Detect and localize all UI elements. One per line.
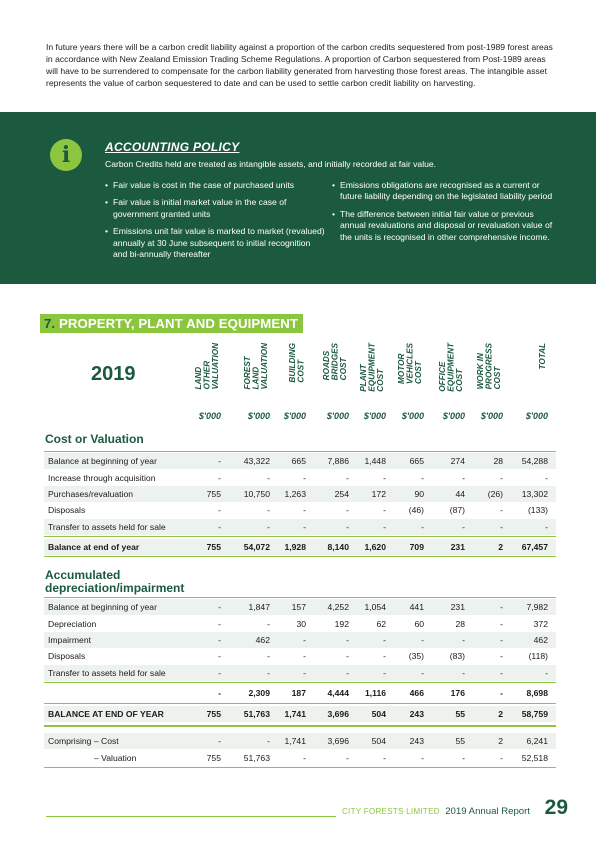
dep-heading-line1: Accumulated [45,568,121,582]
row-value: - [383,473,386,483]
row-value: 30 [296,619,306,629]
row-value: 60 [414,619,424,629]
row-value: - [267,651,270,661]
row-value: - [346,753,349,763]
row-value: 176 [450,688,465,698]
row-value: 51,763 [243,709,270,719]
row-value: - [218,602,221,612]
row-value: - [421,522,424,532]
policy-bullet: • The difference between initial fair value or previous annual revaluations and disposal or revaluation value of the units is recognised in other comprehensive income. [332,209,556,243]
row-value: - [346,522,349,532]
row-value: 1,263 [284,489,306,499]
cost-heading: Cost or Valuation [45,432,144,446]
comprising-cost-row [44,733,556,749]
row-value: 4,252 [327,602,349,612]
row-label: – Valuation [94,753,137,763]
table-divider [44,556,556,557]
row-value: 1,928 [284,542,306,552]
row-value: - [383,753,386,763]
row-value: - [267,505,270,515]
row-value: - [346,651,349,661]
row-value: - [383,635,386,645]
column-header [230,341,270,407]
page-number: 29 [544,796,568,819]
unit-label: $'000 [247,411,270,421]
row-value: - [462,522,465,532]
row-value: - [500,651,503,661]
table-divider [44,536,556,537]
row-value: - [500,505,503,515]
row-value: - [545,473,548,483]
row-value: - [267,473,270,483]
column-header-label: PLANT EQUIPMENT COST [359,343,386,392]
column-header [384,341,424,407]
column-header-label: TOTAL [538,343,548,370]
row-value: (133) [527,505,548,515]
column-header-label: ROADS BRIDGES COST [322,343,349,381]
table-divider [44,451,556,452]
row-value: 90 [414,489,424,499]
row-value: - [500,522,503,532]
row-value: (118) [528,651,548,661]
footer-text [342,806,530,817]
column-header [181,341,221,407]
row-value: 2 [498,736,503,746]
row-value: 2 [498,542,503,552]
row-value: - [218,651,221,661]
row-value: 372 [533,619,548,629]
table-row [44,453,556,469]
row-value: 157 [291,602,306,612]
column-header-label: MOTOR VEHICLES COST [397,343,424,384]
table-divider [44,682,556,683]
row-value: 1,741 [284,736,306,746]
row-value: 1,054 [364,602,386,612]
row-value: - [383,668,386,678]
row-label: Balance at beginning of year [48,602,157,612]
row-value: 254 [334,489,349,499]
row-value: 55 [455,736,465,746]
row-label: BALANCE AT END OF YEAR [48,709,164,719]
cost-total-row [44,539,556,555]
row-value: 755 [206,489,221,499]
row-value: - [218,522,221,532]
row-value: - [218,635,221,645]
row-value: - [462,753,465,763]
balance-end-row [44,706,556,722]
column-header-label: FOREST LAND VALUATION [243,343,270,390]
row-value: 44 [455,489,465,499]
row-value: - [218,736,221,746]
row-value: - [500,688,503,698]
row-value: 58,759 [521,709,548,719]
unit-label: $'000 [326,411,349,421]
row-value: 1,116 [364,688,386,698]
table-row [44,665,556,681]
row-value: - [267,619,270,629]
intro-paragraph: In future years there will be a carbon credit liability against a proportion of the carbon credits sequestered from post-1989 forest areas in accordance with New Zealand Emission Trading Scheme Regulations. A proportion of Carbon sequestered from Post-1989 areas will have to be surrendered to compensate for the carbon liability generated from harvesting those forest areas. The intangible asset represents the value of carbon sequestered to date and can be used to settle carbon credit liability on harvesting. [46,42,553,89]
row-value: - [267,736,270,746]
row-value: 665 [291,456,306,466]
row-value: 441 [409,602,424,612]
row-value: 52,518 [521,753,548,763]
row-value: 8,140 [327,542,349,552]
row-value: (35) [408,651,424,661]
row-label: Disposals [48,651,86,661]
policy-bullet: • Fair value is cost in the case of purchased units [105,180,325,191]
row-value: - [303,753,306,763]
row-value: - [421,668,424,678]
table-divider [44,767,556,768]
row-value: - [500,619,503,629]
row-value: 4,444 [327,688,349,698]
footer-brand: CITY FORESTS LIMITED [341,807,440,816]
row-value: (46) [408,505,424,515]
policy-bullet: • Emissions unit fair value is marked to market (revalued) annually at 30 June subsequent to initial recognition and bi-annually thereafter [105,226,325,260]
row-value: 54,288 [521,456,548,466]
row-label: Depreciation [48,619,97,629]
row-value: - [303,505,306,515]
row-value: 1,448 [364,456,386,466]
row-value: - [421,753,424,763]
row-value: - [303,651,306,661]
row-value: - [462,473,465,483]
row-value: - [383,505,386,515]
row-value: 54,072 [243,542,270,552]
row-value: - [346,635,349,645]
comprising-valuation-row [44,750,556,766]
row-value: 504 [371,736,386,746]
row-value: - [267,668,270,678]
row-label: Transfer to assets held for sale [48,668,166,678]
table-divider [44,703,556,704]
row-value: 3,696 [327,736,349,746]
policy-bullet: • Emissions obligations are recognised as a current or future liability depending on the legislated liability period [332,180,556,203]
section-heading [40,314,303,333]
policy-bullet: • Fair value is initial market value in the case of government granted units [105,197,325,220]
row-value: 755 [206,753,221,763]
info-icon: i [50,139,82,171]
row-value: 243 [409,736,424,746]
row-value: 192 [334,619,349,629]
row-value: - [218,456,221,466]
unit-label: $'000 [198,411,221,421]
row-value: 28 [493,456,503,466]
row-value: - [218,505,221,515]
row-value: 1,847 [248,602,270,612]
row-value: - [303,668,306,678]
footer-rule [46,816,336,817]
row-value: - [218,668,221,678]
unit-label: $'000 [442,411,465,421]
row-value: 187 [291,688,306,698]
row-label: Comprising – Cost [48,736,119,746]
row-value: 466 [409,688,424,698]
column-header-label: BUILDING COST [287,343,306,383]
table-row [44,519,556,535]
dep-total-row [44,685,556,701]
row-value: 2,309 [248,688,270,698]
footer-report: 2019 Annual Report [445,806,530,817]
table-divider [44,597,556,598]
row-label: Disposals [48,505,86,515]
row-value: 13,302 [521,489,548,499]
policy-bullets-left [105,180,325,266]
row-value: - [383,522,386,532]
column-header-label: WORK IN PROGRESS COST [476,343,503,390]
row-value: 665 [409,456,424,466]
unit-label: $'000 [480,411,503,421]
table-row [44,599,556,615]
row-value: (87) [449,505,465,515]
row-value: - [500,602,503,612]
table-row [44,632,556,648]
table-row [44,616,556,632]
row-value: 43,322 [243,456,270,466]
row-value: 28 [455,619,465,629]
column-header [508,341,548,407]
row-value: 243 [409,709,424,719]
dep-heading-line2: depreciation/impairment [45,581,185,595]
row-value: 1,620 [364,542,386,552]
unit-label: $'000 [525,411,548,421]
row-value: - [462,668,465,678]
row-value: - [218,688,221,698]
column-header [309,341,349,407]
table-row [44,502,556,518]
row-value: (83) [449,651,465,661]
row-value: - [421,473,424,483]
row-value: 10,750 [243,489,270,499]
row-value: - [500,668,503,678]
row-value: 462 [255,635,270,645]
row-label: Balance at beginning of year [48,456,157,466]
policy-lead: Carbon Credits held are treated as intangible assets, and initially recorded at fair value. [105,159,437,169]
column-header-label: OFFICE EQUIPMENT COST [438,343,465,392]
column-header-label: LAND OTHER VALUATION [194,343,221,390]
row-value: 1,741 [284,709,306,719]
row-value: 709 [409,542,424,552]
row-value: 755 [206,542,221,552]
row-value: - [303,635,306,645]
row-value: - [346,668,349,678]
row-value: - [303,473,306,483]
row-value: 462 [533,635,548,645]
row-value: 172 [371,489,386,499]
row-value: - [346,473,349,483]
column-header [346,341,386,407]
table-divider [44,725,556,727]
unit-label: $'000 [283,411,306,421]
row-value: - [383,651,386,661]
row-value: 62 [376,619,386,629]
table-row [44,486,556,502]
row-value: 8,698 [526,688,548,698]
column-header [425,341,465,407]
row-value: - [462,635,465,645]
policy-title: ACCOUNTING POLICY [105,140,240,154]
unit-label: $'000 [401,411,424,421]
row-value: 7,886 [327,456,349,466]
row-label: Impairment [48,635,91,645]
row-value: 6,241 [526,736,548,746]
row-value: - [545,668,548,678]
row-value: - [267,522,270,532]
row-value: 3,696 [327,709,349,719]
row-value: - [346,505,349,515]
row-value: 55 [455,709,465,719]
row-value: 51,763 [243,753,270,763]
row-value: - [303,522,306,532]
row-value: 755 [206,709,221,719]
column-header [266,341,306,407]
row-value: 2 [498,709,503,719]
row-value: (26) [487,489,503,499]
row-value: - [500,635,503,645]
row-value: 274 [450,456,465,466]
table-row [44,648,556,664]
row-value: - [545,522,548,532]
row-label: Increase through acquisition [48,473,156,483]
row-label: Balance at end of year [48,542,140,552]
policy-bullets-right [332,180,556,249]
row-value: 504 [371,709,386,719]
section-title: PROPERTY, PLANT AND EQUIPMENT [58,316,299,331]
row-label: Transfer to assets held for sale [48,522,166,532]
row-value: 7,982 [526,602,548,612]
row-value: - [218,473,221,483]
row-value: 231 [450,602,465,612]
unit-label: $'000 [363,411,386,421]
table-year: 2019 [91,363,136,385]
section-number: 7. [44,316,56,331]
row-value: - [218,619,221,629]
accounting-policy-panel [0,112,596,284]
row-value: - [500,473,503,483]
row-value: 231 [450,542,465,552]
row-value: 67,457 [521,542,548,552]
row-label: Purchases/revaluation [48,489,134,499]
table-row [44,470,556,486]
row-value: - [500,753,503,763]
column-header [463,341,503,407]
row-value: - [421,635,424,645]
